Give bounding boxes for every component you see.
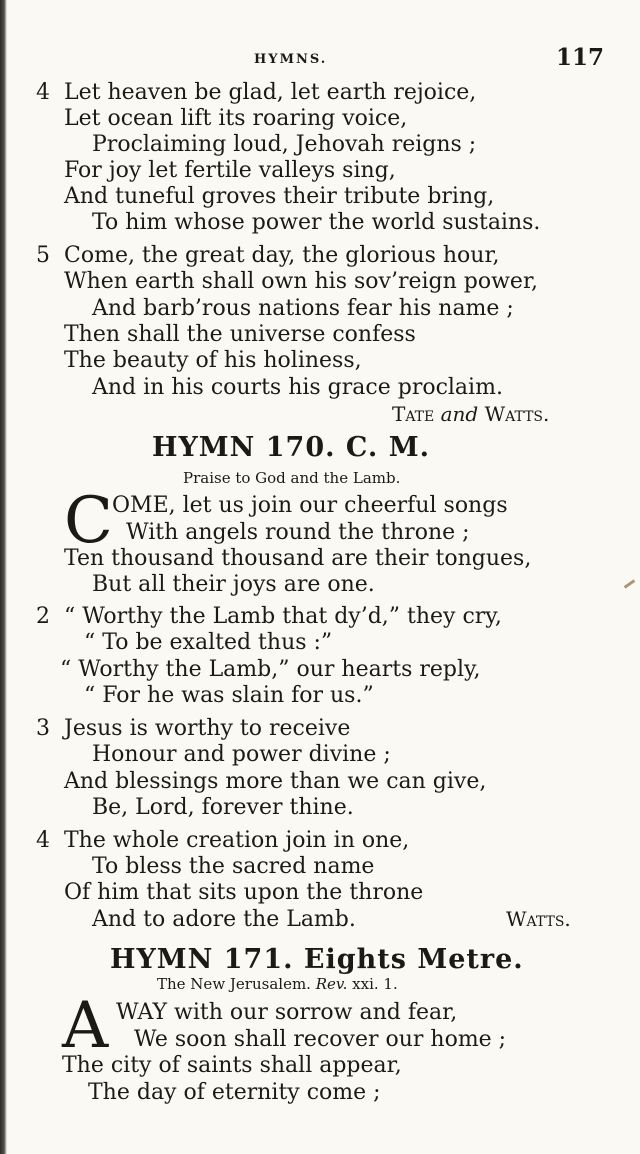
hymn-subtitle: Praise to God and the Lamb. <box>183 469 401 487</box>
attribution-author: Watts. <box>484 402 550 426</box>
verse-line: Of him that sits upon the throne <box>64 880 424 905</box>
page-binding-edge <box>0 0 7 1154</box>
verse-line: And blessings more than we can give, <box>64 769 487 794</box>
verse-line: The day of eternity come ; <box>88 1080 381 1105</box>
hymn-title: HYMN 170. C. M. <box>152 432 431 463</box>
hymn-subtitle <box>157 975 398 993</box>
verse-line: Let ocean lift its roaring voice, <box>64 106 408 131</box>
page-number: 117 <box>556 44 605 71</box>
verse-line: When earth shall own his sov’reign power, <box>64 269 539 294</box>
verse-line: Be, Lord, forever thine. <box>92 795 354 820</box>
verse-line: And barb’rous nations fear his name ; <box>92 296 514 321</box>
verse-line: For joy let fertile valleys sing, <box>64 158 396 183</box>
verse-line: And in his courts his grace proclaim. <box>92 375 503 400</box>
verse-line: “ Worthy the Lamb that dy’d,” they cry, <box>64 604 502 629</box>
verse-line: WAY with our sorrow and fear, <box>116 1000 458 1025</box>
verse-line: We soon shall recover our home ; <box>134 1027 507 1052</box>
verse-line: “ Worthy the Lamb,” our hearts reply, <box>60 657 481 682</box>
verse-line: Honour and power divine ; <box>92 742 391 767</box>
scripture-reference: xxi. 1. <box>352 975 398 993</box>
verse-line: And tuneful groves their tribute bring, <box>64 184 495 209</box>
running-title: HYMNS. <box>254 52 328 67</box>
attribution-conjunction: and <box>440 402 479 426</box>
verse-number: 3 <box>36 716 50 741</box>
verse-line: To him whose power the world sustains. <box>92 210 541 235</box>
hymn-title: HYMN 171. Eights Metre. <box>110 944 524 975</box>
verse-line: With angels round the throne ; <box>126 520 470 545</box>
verse-number: 4 <box>36 80 50 105</box>
verse-line: Let heaven be glad, let earth rejoice, <box>64 80 477 105</box>
hymn-subtitle-text: The New Jerusalem. <box>157 975 311 993</box>
drop-cap: C <box>64 484 113 558</box>
verse-line: Proclaiming loud, Jehovah reigns ; <box>92 132 477 157</box>
attribution-author: Tate <box>392 402 435 426</box>
page-header <box>0 44 640 74</box>
verse-line: The beauty of his holiness, <box>64 348 362 373</box>
verse-line: The city of saints shall appear, <box>62 1053 402 1078</box>
verse-line: Jesus is worthy to receive <box>64 716 351 741</box>
paper-speck <box>624 579 636 588</box>
verse-number: 5 <box>36 243 50 268</box>
verse-line: OME, let us join our cheerful songs <box>112 493 508 518</box>
verse-line: “ For he was slain for us.” <box>84 683 374 708</box>
verse-line: And to adore the Lamb. <box>92 907 356 932</box>
scripture-book: Rev. <box>315 975 348 993</box>
attribution: Watts. <box>506 907 571 931</box>
verse-line: “ To be exalted thus :” <box>84 630 333 655</box>
attribution <box>392 402 549 426</box>
verse-number: 2 <box>36 604 50 629</box>
verse-line: Ten thousand thousand are their tongues, <box>64 546 532 571</box>
verse-number: 4 <box>36 828 50 853</box>
verse-line: But all their joys are one. <box>92 572 375 597</box>
verse-line: Then shall the universe confess <box>64 322 416 347</box>
verse-line: The whole creation join in one, <box>64 828 410 853</box>
verse-line: To bless the sacred name <box>92 854 375 879</box>
drop-cap: A <box>62 989 109 1063</box>
verse-line: Come, the great day, the glorious hour, <box>64 243 500 268</box>
